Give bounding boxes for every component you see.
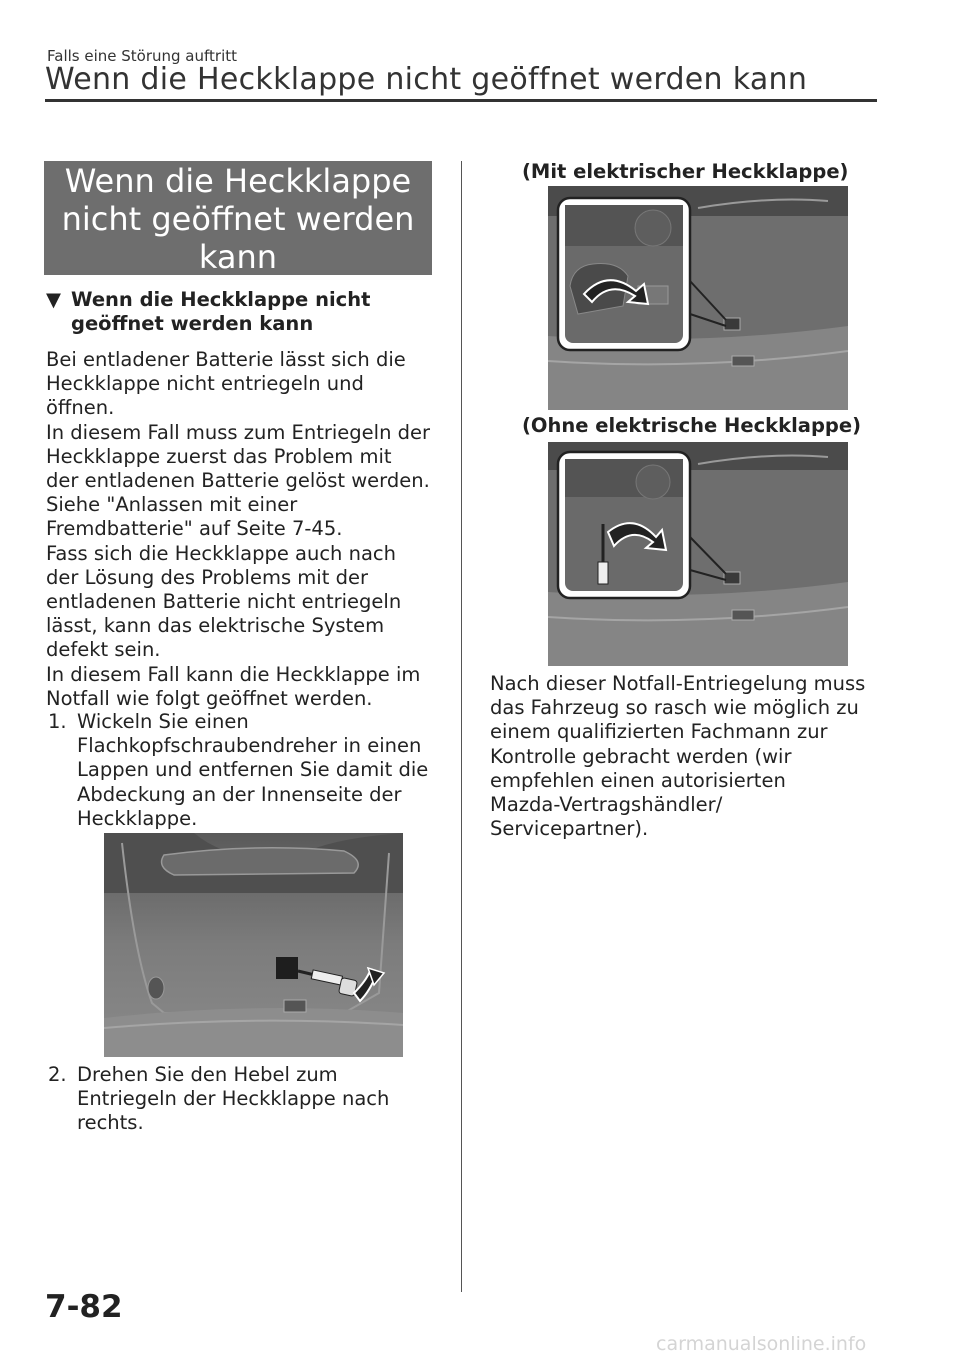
body-line: lässt, kann das elektrische System (46, 614, 385, 638)
body-line: defekt sein. (46, 638, 161, 662)
subheading (46, 288, 370, 336)
body-line: In diesem Fall kann die Heckklappe im (46, 662, 421, 686)
body-line: Servicepartner). (490, 817, 649, 841)
body-line: Siehe "Anlassen mit einer (46, 493, 298, 517)
body-line: Bei entladener Batterie lässt sich die (46, 348, 406, 371)
step-line: Abdeckung an der Innenseite der (77, 782, 402, 806)
body-line: empfehlen einen autorisierten (490, 768, 786, 792)
body-line: einem qualifizierten Fachmann zur (490, 720, 828, 744)
triangle-marker-icon: ▼ (46, 288, 61, 311)
body-paragraph (46, 348, 446, 711)
body-line: Heckklappe nicht entriegeln und (46, 372, 364, 396)
body-line: der entladenen Batterie gelöst werden. (46, 469, 430, 493)
step-line: Entriegeln der Heckklappe nach (77, 1087, 390, 1111)
body-line: das Fahrzeug so rasch wie möglich zu (490, 696, 859, 720)
body-line: entladenen Batterie nicht entriegeln (46, 590, 402, 614)
figure-caption: (Ohne elektrische Heckklappe) (522, 414, 861, 437)
header-rule (45, 99, 877, 102)
body-line: Nach dieser Notfall-Entriegelung muss (490, 672, 866, 695)
step-number: 2. (48, 1063, 67, 1086)
step-line: Heckklappe. (77, 806, 198, 830)
step-number: 1. (48, 710, 67, 733)
tailgate-cover-photo (104, 833, 403, 1057)
step-line: Wickeln Sie einen (77, 710, 249, 733)
subheading-line: Wenn die Heckklappe nicht (71, 288, 371, 311)
page-number: 7-82 (45, 1289, 123, 1325)
body-line: Kontrolle gebracht werden (wir (490, 744, 792, 768)
section-title-line: kann (198, 238, 278, 276)
section-title-box (44, 161, 432, 275)
step-2-text (77, 1063, 457, 1136)
watermark: carmanualsonline.info (656, 1333, 867, 1355)
body-line: der Lösung des Problems mit der (46, 565, 368, 589)
body-line: Mazda-Vertragshändler/ (490, 793, 723, 817)
power-liftgate-lever-photo (548, 186, 848, 410)
chapter-label: Falls eine Störung auftritt (47, 47, 238, 65)
step-line: rechts. (77, 1111, 144, 1135)
body-line: Fremdbatterie" auf Seite 7-45. (46, 517, 343, 541)
column-divider (461, 161, 462, 1292)
manual-liftgate-lever-photo (548, 442, 848, 666)
step-line: Lappen und entfernen Sie damit die (77, 758, 429, 782)
body-line: Fass sich die Heckklappe auch nach (46, 541, 397, 565)
body-line: öffnen. (46, 396, 115, 420)
body-line: Heckklappe zuerst das Problem mit (46, 444, 392, 468)
figure-caption: (Mit elektrischer Heckklappe) (522, 160, 849, 183)
body-line: Notfall wie folgt geöffnet werden. (46, 686, 373, 710)
final-paragraph (490, 672, 890, 841)
page-header-title: Wenn die Heckklappe nicht geöffnet werden kann (45, 62, 808, 97)
section-title-line: nicht geöffnet werden (61, 200, 415, 238)
step-1-text (77, 710, 457, 831)
step-line: Flachkopfschraubendreher in einen (77, 734, 422, 758)
body-line: In diesem Fall muss zum Entriegeln der (46, 420, 431, 444)
subheading-line: geöffnet werden kann (71, 312, 314, 336)
step-line: Drehen Sie den Hebel zum (77, 1063, 338, 1086)
section-title-line: Wenn die Heckklappe (64, 162, 412, 200)
